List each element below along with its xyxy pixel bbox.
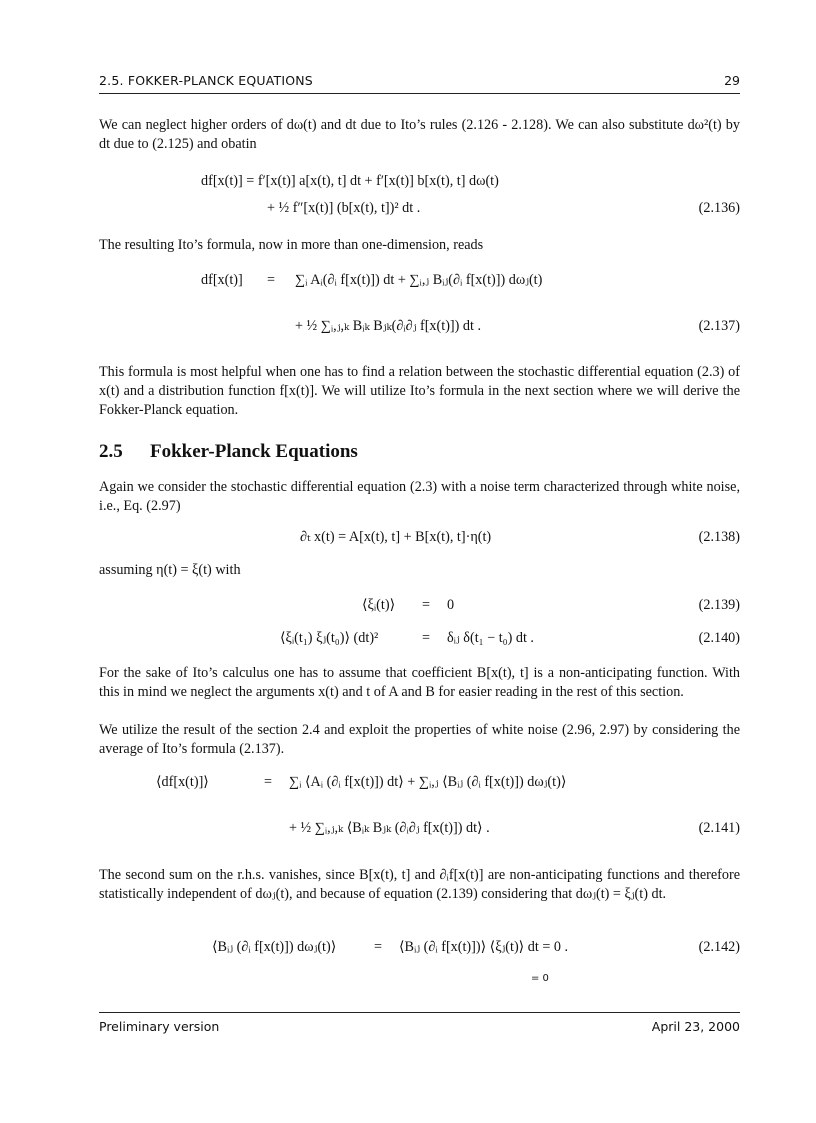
paragraph-3: This formula is most helpful when one has to find a relation between the stochastic differential equation (2.3) of x(t) and a distribution function f[x(t)]. We will utilize Ito’s formula in the next section where we will derive the Fokker-Planck equation. — [99, 364, 740, 418]
paragraph-5: assuming η(t) = ξ(t) with — [99, 562, 241, 578]
section-number: 2.5 — [99, 441, 123, 462]
equation-lhs: df[x(t)] — [201, 272, 243, 288]
running-header — [99, 73, 740, 93]
footer-left: Preliminary version — [99, 1019, 220, 1034]
footer-right: April 23, 2000 — [651, 1019, 740, 1034]
equation-rhs: 0 — [447, 597, 455, 613]
paragraph-2: The resulting Ito’s formula, now in more than one-dimension, reads — [99, 237, 484, 253]
equation-rhs: ∑ᵢ Aᵢ(∂ᵢ f[x(t)]) dt + ∑ᵢ,ⱼ Bᵢⱼ(∂ᵢ f[x(t)]) dωⱼ(t) — [295, 272, 543, 288]
equation-number-2-140: (2.140) — [698, 630, 740, 646]
equation-relation: = — [374, 939, 383, 955]
paragraph-8: The second sum on the r.h.s. vanishes, since B[x(t), t] and ∂ᵢf[x(t)] are non-anticipating functions and therefore statistically independent of dωⱼ(t), and because of equation (2.139) considering that dωⱼ(t) = ξⱼ(t) dt. — [99, 867, 740, 902]
underbrace-label: = 0 — [531, 973, 549, 984]
equation-number-2-142: (2.142) — [698, 939, 740, 955]
equation-number-2-137: (2.137) — [698, 318, 740, 334]
paragraph-7: We utilize the result of the section 2.4 and exploit the properties of white noise (2.96, 2.97) by considering the average of Ito’s formula (2.137). — [99, 722, 740, 757]
equation-number-2-139: (2.139) — [698, 597, 740, 613]
equation-rhs: ∑ᵢ ⟨Aᵢ (∂ᵢ f[x(t)]) dt⟩ + ∑ᵢ,ⱼ ⟨Bᵢⱼ (∂ᵢ f[x(t)]) dωⱼ(t)⟩ — [289, 774, 567, 790]
equation-text: ∂ₜ x(t) = A[x(t), t] + B[x(t), t]·η(t) — [300, 529, 492, 545]
equation-text: + ½ ∑ᵢ,ⱼ,ₖ Bᵢₖ Bⱼₖ(∂ᵢ∂ⱼ f[x(t)]) dt . — [295, 318, 482, 334]
equation-rhs: ⟨Bᵢⱼ (∂ᵢ f[x(t)])⟩ ⟨ξⱼ(t)⟩ dt = 0 . — [399, 939, 569, 955]
equation-relation: = — [264, 774, 273, 790]
equation-relation: = — [267, 272, 276, 288]
paragraph-4: Again we consider the stochastic differential equation (2.3) with a noise term characterized through white noise, i.e., Eq. (2.97) — [99, 479, 740, 514]
equation-lhs: ⟨ξᵢ(t₁) ξⱼ(t₀)⟩ (dt)² — [280, 630, 379, 646]
header-rule — [99, 93, 740, 94]
equation-rhs: δᵢⱼ δ(t₁ − t₀) dt . — [447, 630, 534, 646]
paragraph-1: We can neglect higher orders of dω(t) and dt due to Ito’s rules (2.126 - 2.128). We can also substitute dω²(t) by dt due to (2.125) and obatin — [99, 117, 740, 152]
equation-number-2-136: (2.136) — [698, 200, 740, 216]
equation-text: df[x(t)] = f′[x(t)] a[x(t), t] dt + f′[x(t)] b[x(t), t] dω(t) — [201, 173, 499, 189]
equation-text: + ½ f″[x(t)] (b[x(t), t])² dt . — [267, 200, 421, 216]
equation-lhs: ⟨ξᵢ(t)⟩ — [362, 597, 396, 613]
equation-relation: = — [422, 630, 431, 646]
paragraph-6: For the sake of Ito’s calculus one has to assume that coefficient B[x(t), t] is a non-anticipating function. With this in mind we neglect the arguments x(t) and t of A and B for easier reading in the rest of this section. — [99, 665, 740, 700]
header-section: 2.5. FOKKER-PLANCK EQUATIONS — [99, 73, 313, 88]
equation-number-2-138: (2.138) — [698, 529, 740, 545]
equation-lhs: ⟨Bᵢⱼ (∂ᵢ f[x(t)]) dωⱼ(t)⟩ — [212, 939, 337, 955]
equation-text: + ½ ∑ᵢ,ⱼ,ₖ ⟨Bᵢₖ Bⱼₖ (∂ᵢ∂ⱼ f[x(t)]) dt⟩ . — [289, 820, 490, 836]
equation-number-2-141: (2.141) — [698, 820, 740, 836]
equation-relation: = — [422, 597, 431, 613]
section-title: Fokker-Planck Equations — [150, 441, 358, 462]
footer-rule — [99, 1012, 740, 1013]
equation-lhs: ⟨df[x(t)]⟩ — [156, 774, 209, 790]
header-page-number: 29 — [724, 73, 740, 88]
